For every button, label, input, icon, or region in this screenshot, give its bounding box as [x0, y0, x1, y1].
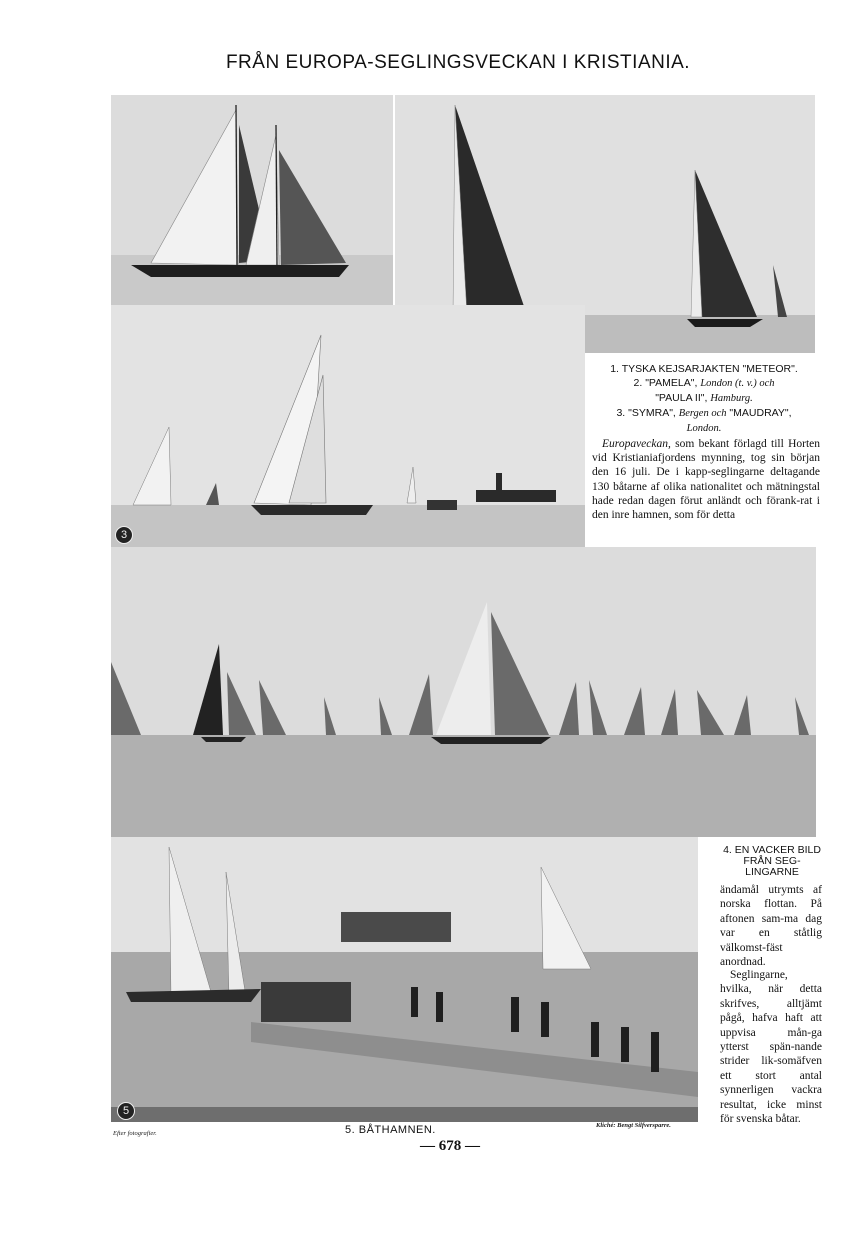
photo-bathamnen: [111, 837, 698, 1122]
caption-2-name-b: "PAULA II",: [655, 392, 708, 404]
caption-2: [588, 376, 820, 406]
photo-number-badge: 5: [117, 1102, 135, 1120]
photo-credit-right: Kliché: Bengt Silfversparre.: [596, 1122, 671, 1129]
article-text: som bekant förlagd till Horten vid Kristianiafjordens mynning, tog sin början den 16 juli. De i kapp-seglingarne deltagande 130 båtarne af olika nationalitet och mätningstal hade redan dagen förut anländt och förank-rat i den inre hamnen, som för detta: [592, 438, 821, 522]
caption-3-place-b: London.: [686, 423, 722, 434]
caption-5: 5. BÅTHAMNEN.: [345, 1124, 436, 1136]
caption-3: [588, 406, 820, 436]
caption-1: 1. TYSKA KEJSARJAKTEN "METEOR".: [610, 363, 798, 375]
article-lead: Europaveckan,: [602, 438, 671, 450]
photo-credit-left: Efter fotografier.: [113, 1130, 157, 1137]
photo-meteor: [111, 95, 393, 305]
caption-3-name: 3. "SYMRA",: [616, 407, 676, 419]
caption-2-place: London (t. v.) och: [700, 378, 775, 389]
article-paragraph-2: Seglingarne, hvilka, när detta skrifves, alltjämt pågå, hafva haft att uppvisa mån-ga ytterst spän-nande strider lik-somäfven ett stort antal synnerligen vackra resultat, icke minst för svenska båtar.: [720, 969, 822, 1126]
photo-regatta-wide: [111, 547, 816, 837]
caption-3-place: Bergen och: [678, 408, 727, 419]
caption-2-name: 2. "PAMELA",: [633, 377, 698, 389]
article-paragraph-1: [592, 437, 820, 522]
photo-symra-maudray: [111, 305, 585, 547]
caption-3-name-b: "MAUDRAY",: [729, 407, 792, 419]
photo-number-badge: 3: [115, 526, 133, 544]
caption-list: [588, 362, 820, 436]
article-paragraph-cont: ändamål utrymts af norska flottan. På aftonen sam-ma dag var en ståtlig välkomst-fäst anordnad.: [720, 884, 822, 969]
caption-4: 4. EN VACKER BILD FRÅN SEG- LINGARNE: [723, 844, 821, 878]
caption-2-place-b: Hamburg.: [710, 393, 753, 404]
page-number: — 678 —: [420, 1138, 480, 1154]
page-title: FRÅN EUROPA-SEGLINGSVECKAN I KRISTIANIA.: [225, 52, 691, 73]
